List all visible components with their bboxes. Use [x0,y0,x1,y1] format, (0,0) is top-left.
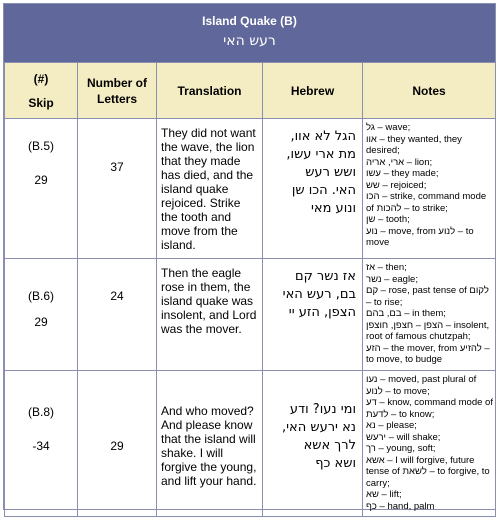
header-skip-top: (#) [33,71,49,86]
note-line: כף – hand, palm [366,500,435,512]
header-translation: Translation [157,63,263,119]
header-skip [5,63,78,119]
hebrew-line: בם, רעש האי [282,287,356,302]
note-line: אז – then; [366,262,407,273]
header-letters: Number of Letters [78,63,157,119]
note-line: קם – rose, past tense of לקום – to rise; [366,285,489,308]
hebrew-line: הצפן, הזע יי [288,305,356,320]
table-row [5,259,496,371]
header-row [5,63,496,119]
note-line: אוו – they wanted, they desired; [366,133,462,156]
header-skip-bottom: Skip [28,95,54,110]
letters-cell [78,119,157,259]
note-line: נא – please; [366,420,417,431]
note-line: אשא – I will forgive, future tense of לשאת – to forgive, to carry; [366,454,490,489]
hebrew-line: ושש רעש [305,165,356,180]
title-hebrew: רעש האי [223,33,276,49]
hebrew-line: ונוע מאי [311,201,356,216]
skip-value: 29 [34,173,48,187]
note-line: רך – young, soft; [366,443,436,454]
header-hebrew: Hebrew [263,63,363,119]
note-line: הצפן – חצפן, חוצפן – insolent, root of famous chutzpah; [366,319,490,342]
row-id: (B.8) [27,405,54,419]
table-row [5,371,496,517]
skip-value: 29 [34,315,48,329]
skip-cell [5,119,78,259]
letters-value: 24 [110,289,124,303]
table-row [5,119,496,259]
letters-value: 29 [110,439,124,453]
hebrew-line: אז נשר קם [294,269,356,284]
hebrew-line: ומי נעו? ודע [289,402,356,417]
note-line: נוע – move, from לנוע – to move [366,225,474,248]
hebrew-line: ושא כף [315,456,356,471]
note-line: בם, בהם – in them; [366,308,446,319]
note-line: נשר – eagle; [366,273,418,285]
hebrew-line: לרך אשא [303,438,356,453]
notes-cell [363,119,496,259]
table-title-bar [4,4,495,62]
translation-cell: And who moved? And please know that the island will shake. I will forgive the young, and lift your hand. [157,371,263,517]
note-line: ירעש – will shake; [366,431,441,443]
hebrew-cell [263,259,363,371]
note-line: הכו – strike, command mode of להכות – to strike; [366,191,487,214]
note-line: דע – know, command mode of לדעת – to know; [366,397,493,420]
skip-cell [5,371,78,517]
note-line: נעו – moved, past plural of לנוע – to move; [366,374,477,397]
notes-cell [363,371,496,517]
quake-table [4,62,496,517]
hebrew-line: האי. הכו שן [291,183,356,198]
letters-value: 37 [110,160,124,174]
note-line: הזע – the mover, from להזיע – to move, to budge [366,342,490,365]
hebrew-cell [263,119,363,259]
quake-table-frame [3,3,496,510]
title-english: Island Quake (B) [202,14,297,28]
row-id: (B.6) [27,289,54,303]
header-notes: Notes [363,63,496,119]
letters-cell [78,259,157,371]
hebrew-line: נא ירעש האי, [282,420,356,435]
translation-cell: Then the eagle rose in them, the island quake was insolent, and Lord was the mover. [157,259,263,371]
row-id: (B.5) [27,139,54,153]
note-line: שש – rejoiced; [366,179,427,191]
skip-cell [5,259,78,371]
hebrew-line: מת ארי עשו, [286,147,356,162]
note-line: עשו – they made; [366,168,439,179]
letters-cell [78,371,157,517]
note-line: גל – wave; [366,122,411,133]
hebrew-cell [263,371,363,517]
note-line: שא – lift; [366,489,402,500]
notes-cell [363,259,496,371]
note-line: ארי, אריה – lion; [366,156,433,168]
skip-value: -34 [32,439,50,453]
hebrew-line: הגל לא אוו, [290,129,356,144]
translation-cell: They did not want the wave, the lion that they made has died, and the island quake rejoiced. Strike the tooth and move from the island. [157,119,263,259]
note-line: שן – tooth; [366,214,410,225]
